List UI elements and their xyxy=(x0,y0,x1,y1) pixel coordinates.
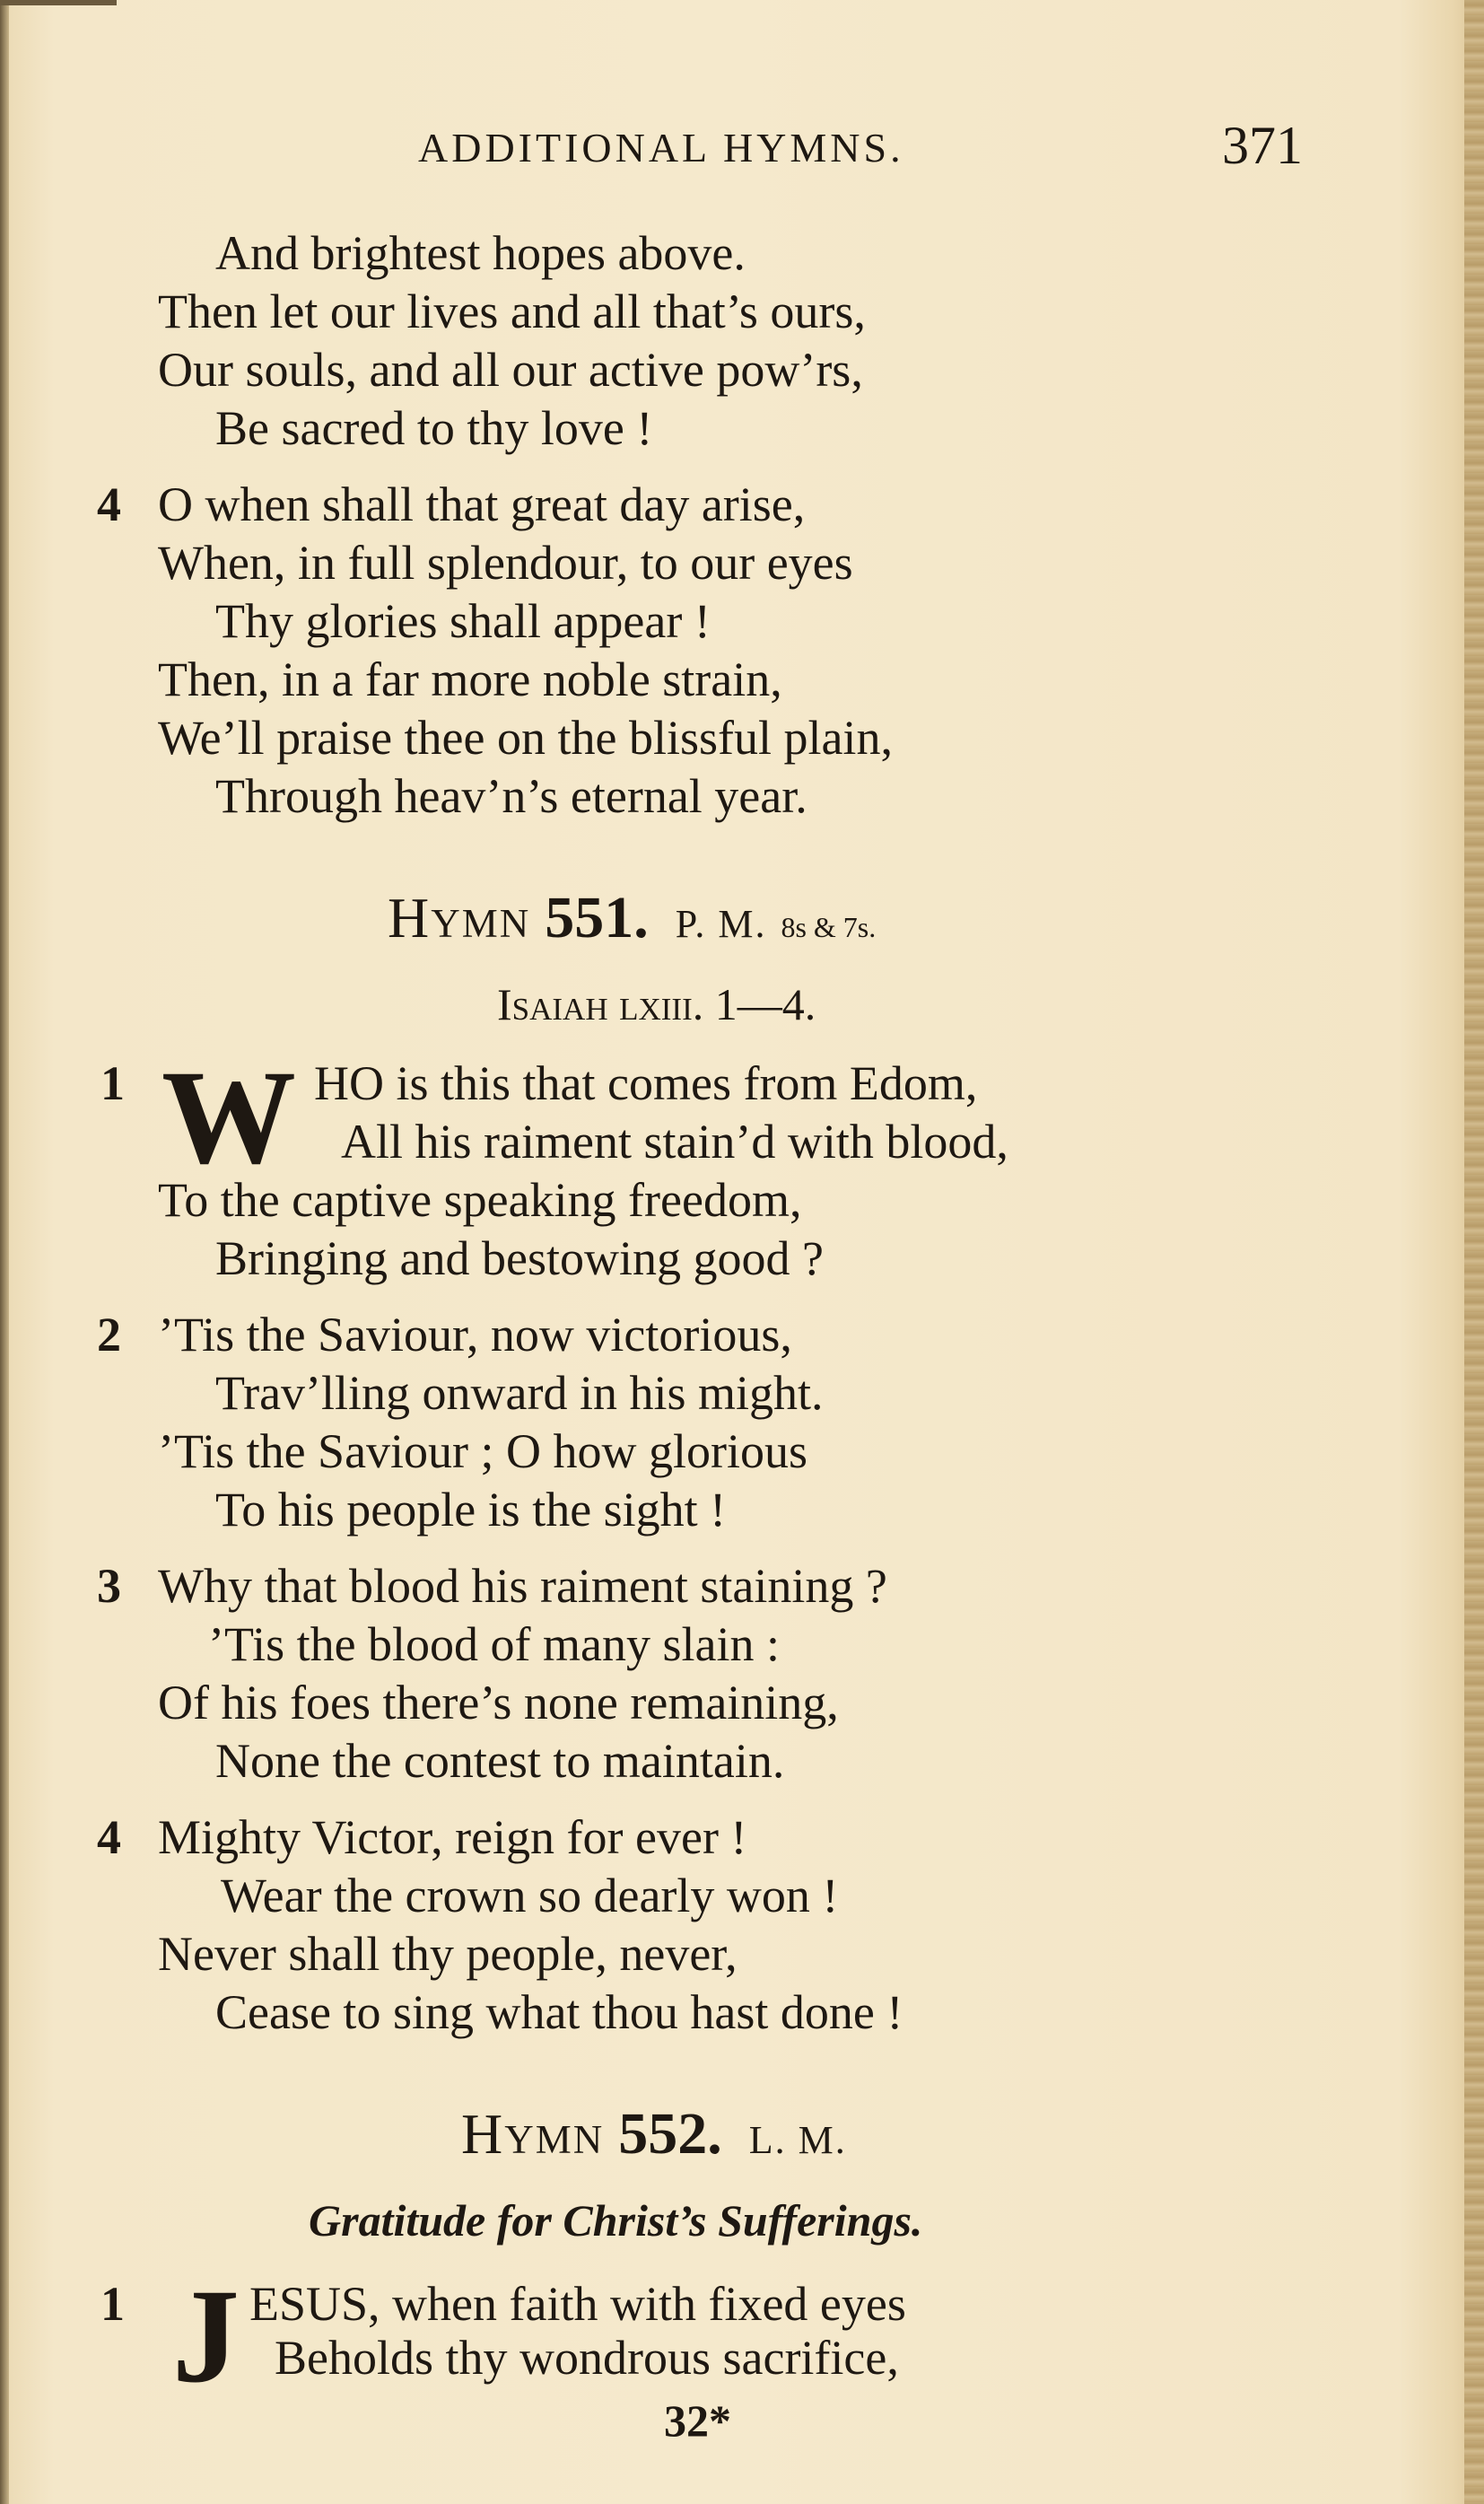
verse-number: 4 xyxy=(97,1810,121,1864)
page-fore-edge xyxy=(1464,0,1484,2504)
hymn-heading xyxy=(461,2101,847,2167)
verse-number: 1 xyxy=(100,2277,125,2331)
verse-line: Through heav’n’s eternal year. xyxy=(215,769,807,823)
drop-cap: J xyxy=(172,2262,240,2411)
verse-line: We’ll praise thee on the blissful plain, xyxy=(158,711,893,765)
continuation-line: Be sacred to thy love ! xyxy=(215,401,653,455)
hymn-heading xyxy=(388,885,877,950)
verse-line: Mighty Victor, reign for ever ! xyxy=(158,1810,747,1864)
continuation-line: And brightest hopes above. xyxy=(215,226,746,280)
verse-line: HO is this that comes from Edom, xyxy=(314,1056,978,1110)
hymn-meter-detail: 8s & 7s. xyxy=(781,911,877,943)
continuation-line: Then let our lives and all that’s ours, xyxy=(158,285,866,338)
verse-line: None the contest to maintain. xyxy=(215,1734,785,1788)
verse-line: Of his foes there’s none remaining, xyxy=(158,1676,839,1729)
verse-line: Cease to sing what thou hast done ! xyxy=(215,1985,903,2039)
page-number: 371 xyxy=(1222,116,1303,175)
verse-line: ESUS, when faith with fixed eyes xyxy=(249,2277,906,2331)
verse-line: ’Tis the blood of many slain : xyxy=(208,1617,781,1671)
verse-line: ’Tis the Saviour, now victorious, xyxy=(158,1308,792,1361)
verse-line: Never shall thy people, never, xyxy=(158,1927,738,1981)
drop-cap: W xyxy=(161,1043,296,1192)
verse-line: To the captive speaking freedom, xyxy=(158,1173,802,1227)
hymn-meter: L. M. xyxy=(748,2118,847,2162)
hymn-number: 551. xyxy=(545,885,649,950)
hymn-subtitle: Gratitude for Christ’s Sufferings. xyxy=(309,2195,923,2246)
verse-line: Trav’lling onward in his might. xyxy=(215,1366,824,1420)
verse-number: 4 xyxy=(97,477,121,531)
verse-line: Why that blood his raiment staining ? xyxy=(158,1559,887,1613)
verse-number: 1 xyxy=(100,1056,125,1110)
hymn-word: Hymn xyxy=(388,886,531,950)
verse-line: All his raiment stain’d with blood, xyxy=(341,1115,1008,1169)
continuation-line: Our souls, and all our active pow’rs, xyxy=(158,343,863,397)
verse-number: 2 xyxy=(97,1308,121,1361)
verse-line: Then, in a far more noble strain, xyxy=(158,652,782,706)
verse-line: Bringing and bestowing good ? xyxy=(215,1231,824,1285)
top-rule xyxy=(0,0,117,5)
verse-line: Wear the crown so dearly won ! xyxy=(221,1869,839,1922)
verse-line: ’Tis the Saviour ; O how glorious xyxy=(158,1424,808,1478)
verse-number: 3 xyxy=(97,1559,121,1613)
hymn-word: Hymn xyxy=(461,2102,605,2166)
page-gutter-edge xyxy=(0,0,9,2504)
verse-line: When, in full splendour, to our eyes xyxy=(158,536,853,590)
hymn-number: 552. xyxy=(618,2101,722,2167)
verse-line: O when shall that great day arise, xyxy=(158,477,806,531)
hymn-meter: P. M. xyxy=(675,902,767,946)
scripture-reference: Isaiah lxiii. 1—4. xyxy=(497,979,816,1029)
verse-line: To his people is the sight ! xyxy=(215,1483,727,1537)
verse-line: Thy glories shall appear ! xyxy=(215,594,711,648)
signature-mark: 32* xyxy=(664,2395,731,2446)
verse-line: Beholds thy wondrous sacrifice, xyxy=(275,2331,899,2385)
running-title: ADDITIONAL HYMNS. xyxy=(418,125,904,171)
